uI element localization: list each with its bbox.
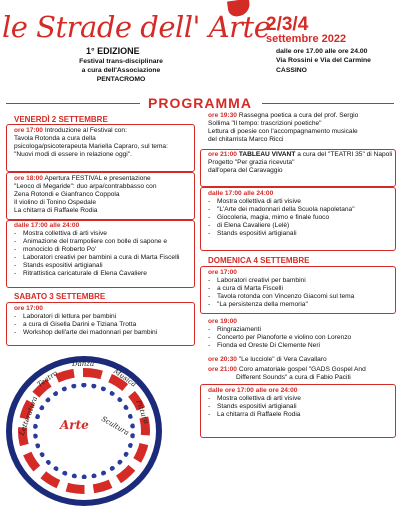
list-item: - Stands espositivi artigianali	[14, 262, 179, 270]
event-line: Tavola Rotonda a cura della	[14, 135, 96, 142]
day-heading-friday: VENERDÌ 2 SETTEMBRE	[14, 115, 108, 124]
festival-subtitle	[62, 57, 180, 84]
program-heading: PROGRAMMA	[148, 95, 252, 111]
event-sunday-allday	[208, 387, 301, 419]
list-item: - Mostra collettiva di arti visive	[208, 198, 355, 206]
event-line: "Le lucciole" di Vera Cavallaro	[238, 356, 327, 363]
event-friday-opening	[14, 175, 157, 215]
festival-location-streets: Via Rossini e Via del Carmine	[276, 57, 371, 65]
event-time: ore 19:30	[208, 112, 237, 119]
event-friday-allday	[14, 222, 179, 278]
event-saturday-tableau	[208, 151, 392, 175]
event-saturday-workshops	[14, 305, 157, 337]
list-item: - "L'Arte dei madonnari della Scuola napoletana"	[208, 206, 355, 214]
festival-location-city: CASSINO	[276, 66, 307, 74]
event-line: Il violino di Tonino Ospedale	[14, 199, 96, 206]
list-item: - Mostra collettiva di arti visive	[208, 395, 301, 403]
festival-hours: dalle ore 17.00 alle ore 24.00	[276, 48, 368, 55]
event-line: Introduzione al Festival con:	[44, 127, 127, 134]
event-sunday-labs	[208, 269, 354, 309]
festival-month-year: settembre 2022	[266, 33, 347, 45]
list-item: - a cura di Marta Fiscelli	[208, 285, 354, 293]
event-line: Lettura di poesie con l'accompagnamento musicale	[208, 128, 358, 135]
event-saturday-allday	[208, 190, 355, 238]
event-line: a cura del "TEATRI 35" di Napoli	[297, 151, 393, 158]
logo-label: Teatro	[35, 369, 60, 389]
event-time: ore 18:00	[14, 175, 43, 182]
event-sunday-gospel	[208, 366, 366, 382]
subtitle-line-1: Festival trans-disciplinare	[79, 58, 163, 65]
list-item: - Stands espositivi artigianali	[208, 230, 355, 238]
logo-label: Danza	[72, 360, 95, 368]
event-time: ore 17:00	[14, 305, 43, 312]
event-line: dall'opera del Caravaggio	[208, 167, 283, 174]
event-line: Different Sounds" a cura di Fabio Paciti	[236, 374, 351, 381]
list-item: - Tavola rotonda con Vincenzo Giacomi sul tema	[208, 293, 354, 301]
event-line: Progetto "Per grazia ricevuta"	[208, 159, 295, 166]
list-item: - Laboratori creativi per bambini	[208, 277, 354, 285]
list-item: - Fionda ed Oreste Di Clemente Neri	[208, 342, 351, 350]
festival-title: le Strade dell' Arte	[2, 10, 271, 44]
event-time: ore 17:00	[208, 269, 237, 276]
edition-label: 1° EDIZIONE	[86, 46, 140, 56]
list-item: - La chitarra di Raffaele Rodia	[208, 411, 301, 419]
event-line: Coro amatoriale gospel "GADS Gospel And	[238, 366, 366, 373]
event-time: ore 17:00	[14, 127, 43, 134]
list-item: - Stands espositivi artigianali	[208, 403, 301, 411]
list-item: - Ritrattistica caricaturale di Elena Cavaliere	[14, 270, 179, 278]
festival-info	[276, 47, 371, 75]
event-line: Zena Rotondi e Gianfranco Coppola	[14, 191, 120, 198]
event-time: ore 21:00	[208, 366, 237, 373]
event-time: dalle ore 17:00 alle ore 24:00	[208, 387, 298, 394]
event-time: dalle 17:00 alle 24:00	[208, 190, 274, 197]
list-item: - Concerto per Pianoforte e violino con Lorenzo	[208, 334, 351, 342]
event-line: psicologa/psicoterapeuta Mariella Capraro, sul tema:	[14, 143, 168, 150]
logo-label: Letteratura	[17, 395, 40, 437]
event-line: Rassegna poetica a cura del prof. Sergio	[238, 112, 359, 119]
list-item: - "La persistenza della memoria"	[208, 301, 354, 309]
list-item: - Giocoleria, magia, mimo e finale fuoco	[208, 214, 355, 222]
event-time: ore 19:00	[208, 318, 237, 325]
event-friday-intro	[14, 127, 168, 159]
logo-label: Scultura	[100, 414, 131, 438]
event-line: "Nuovi modi di essere in relazione oggi".	[14, 151, 132, 158]
logo-label: Pittura	[134, 399, 151, 425]
event-saturday-poetry	[208, 112, 358, 144]
event-title: TABLEAU VIVANT	[238, 151, 296, 158]
subtitle-line-2: a cura dell'Associazione PENTACROMO	[81, 67, 161, 83]
list-item: - Mostra collettiva di arti visive	[14, 230, 179, 238]
logo-center-text: Arte	[60, 418, 89, 432]
day-heading-saturday: SABATO 3 SETTEMBRE	[14, 292, 106, 301]
event-sunday-concert	[208, 318, 351, 350]
event-line: Sollima "Il tempo: trascrizioni poetiche"	[208, 120, 322, 127]
list-item: - a cura di Gisella Darini e Tiziana Trotta	[14, 321, 157, 329]
logo-label: Musica	[112, 367, 138, 389]
list-item: - Animazione del trampoliere con bolle di sapone e	[14, 238, 179, 246]
list-item: - Workshop dell'arte dei madonnari per bambini	[14, 329, 157, 337]
event-line: "Leoco di Megaride": duo arpa/contrabbasso con	[14, 183, 157, 190]
list-item: - di Elena Cavaliere (Lelè)	[208, 222, 355, 230]
festival-dates: 2/3/4	[266, 14, 309, 35]
list-item: - monociclo di Roberto Po'	[14, 246, 179, 254]
event-time: ore 20:30	[208, 356, 237, 363]
event-time: ore 21:00	[208, 151, 237, 158]
event-line: Apertura FESTIVAL e presentazione	[44, 175, 151, 182]
list-item: - Laboratori di lettura per bambini	[14, 313, 157, 321]
day-heading-sunday: DOMENICA 4 SETTEMBRE	[208, 256, 310, 265]
event-sunday-lucciole	[208, 356, 327, 364]
event-time: dalle 17:00 alle 24:00	[14, 222, 80, 229]
list-item: - Ringraziamenti	[208, 326, 351, 334]
event-line: del chitarrista Marco Ricci	[208, 136, 284, 143]
event-line: La chitarra di Raffaele Rodia	[14, 207, 98, 214]
list-item: - Laboratori creativi per bambini a cura di Marta Fiscelli	[14, 254, 179, 262]
